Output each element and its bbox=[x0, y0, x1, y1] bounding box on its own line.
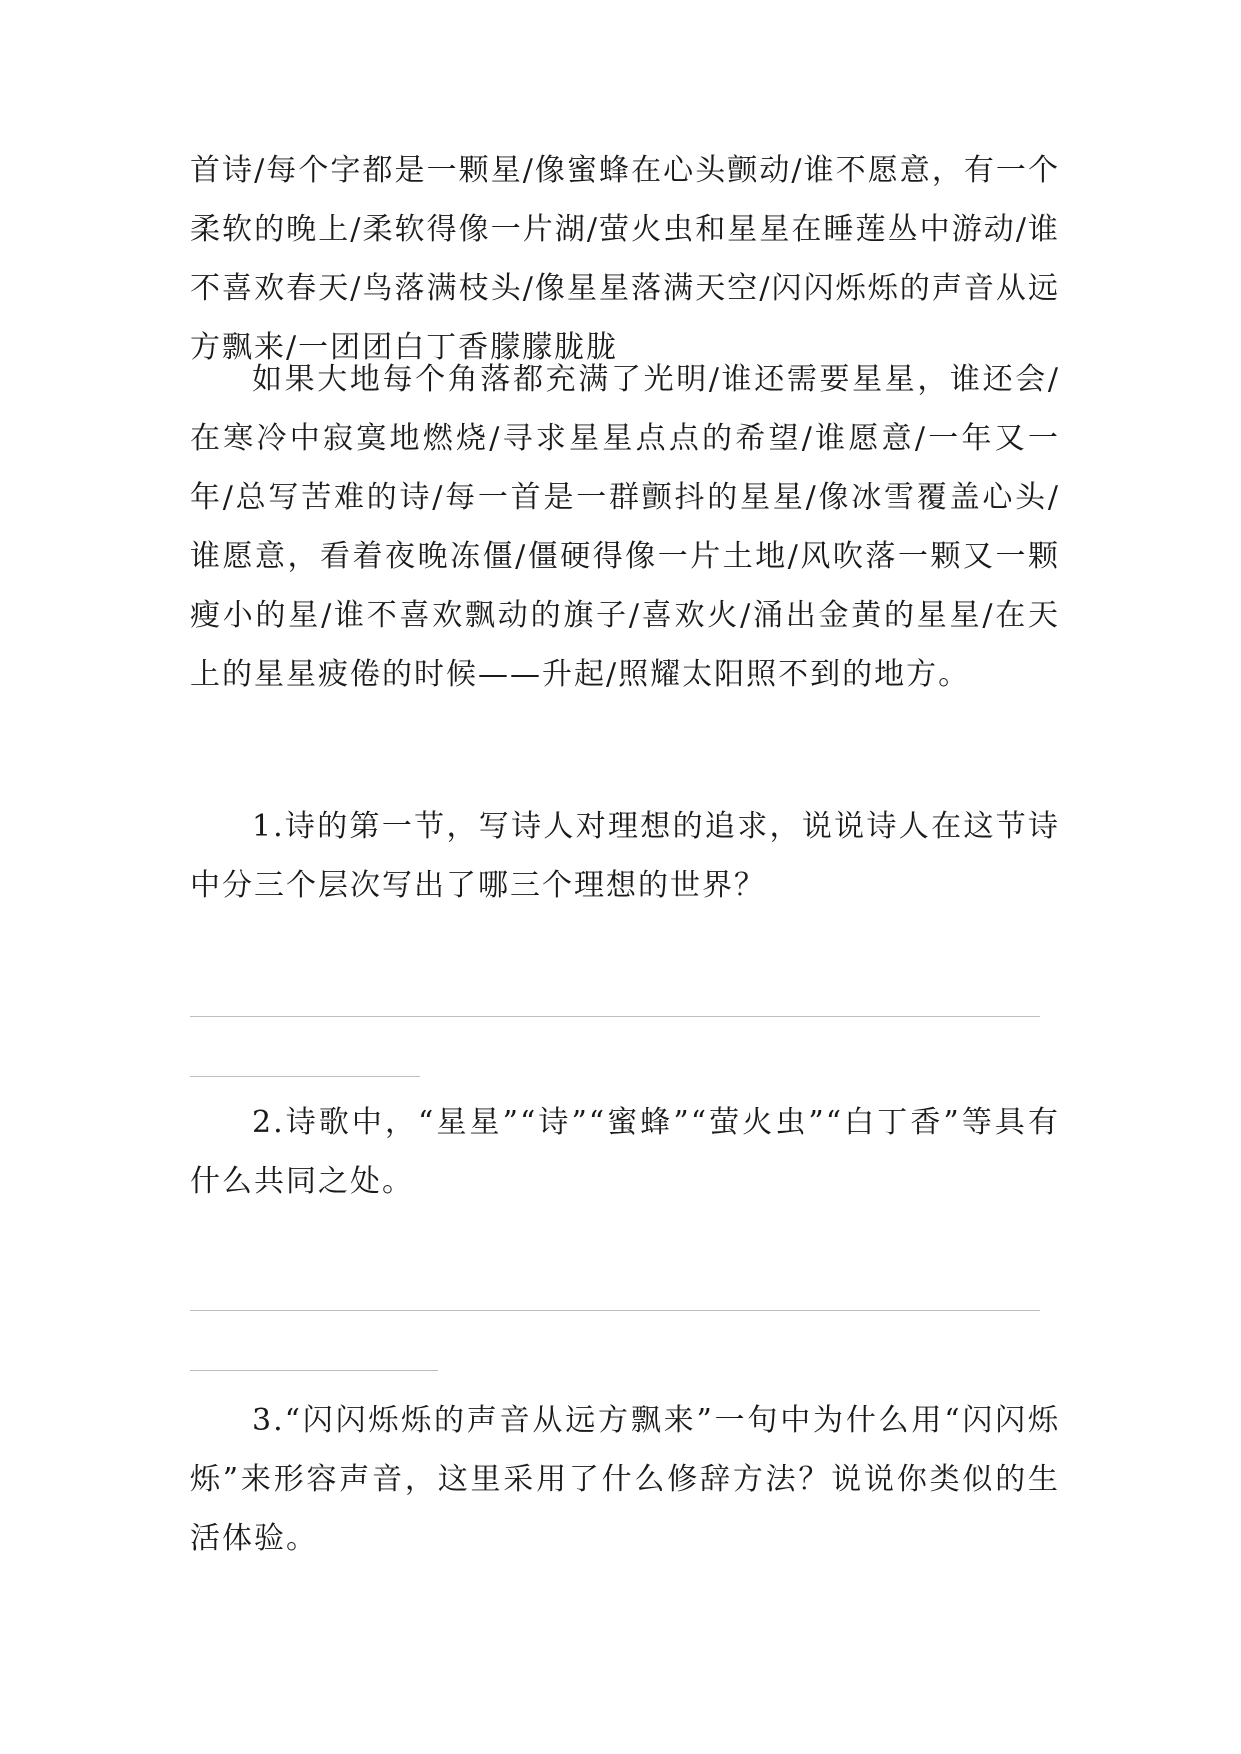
question-3: 3.“闪闪烁烁的声音从远方飘来”一句中为什么用“闪闪烁烁”来形容声音，这里采用了什么修辞方法？说说你类似的生活体验。 bbox=[190, 1403, 1060, 1556]
poem-paragraph-2: 如果大地每个角落都充满了光明/谁还需要星星，谁还会/在寒冷中寂寞地燃烧/寻求星星点点的希望/谁愿意/一年又一年/总写苦难的诗/每一首是一群颤抖的星星/像冰雪覆盖心头/谁愿意，看着夜晚冻僵/僵硬得像一片土地/风吹落一颗又一颗瘦小的星/谁不喜欢飘动的旗子/喜欢火/涌出金黄的星星/在天上的星星疲倦的时候——升起/照耀太阳照不到的地方。 bbox=[190, 362, 1060, 692]
answer-line bbox=[190, 1016, 1040, 1017]
answer-line bbox=[190, 1310, 1040, 1311]
question-2: 2.诗歌中，“星星”“诗”“蜜蜂”“萤火虫”“白丁香”等具有什么共同之处。 bbox=[190, 1105, 1060, 1199]
poem-paragraph-1: 首诗/每个字都是一颗星/像蜜蜂在心头颤动/谁不愿意，有一个柔软的晚上/柔软得像一片湖/萤火虫和星星在睡莲丛中游动/谁不喜欢春天/鸟落满枝头/像星星落满天空/闪闪烁烁的声音从远方飘来/一团团白丁香朦朦胧胧 bbox=[190, 153, 1060, 365]
answer-line bbox=[190, 1076, 420, 1077]
question-1: 1.诗的第一节，写诗人对理想的追求，说说诗人在这节诗中分三个层次写出了哪三个理想的世界？ bbox=[190, 809, 1060, 903]
answer-line bbox=[190, 1370, 438, 1371]
